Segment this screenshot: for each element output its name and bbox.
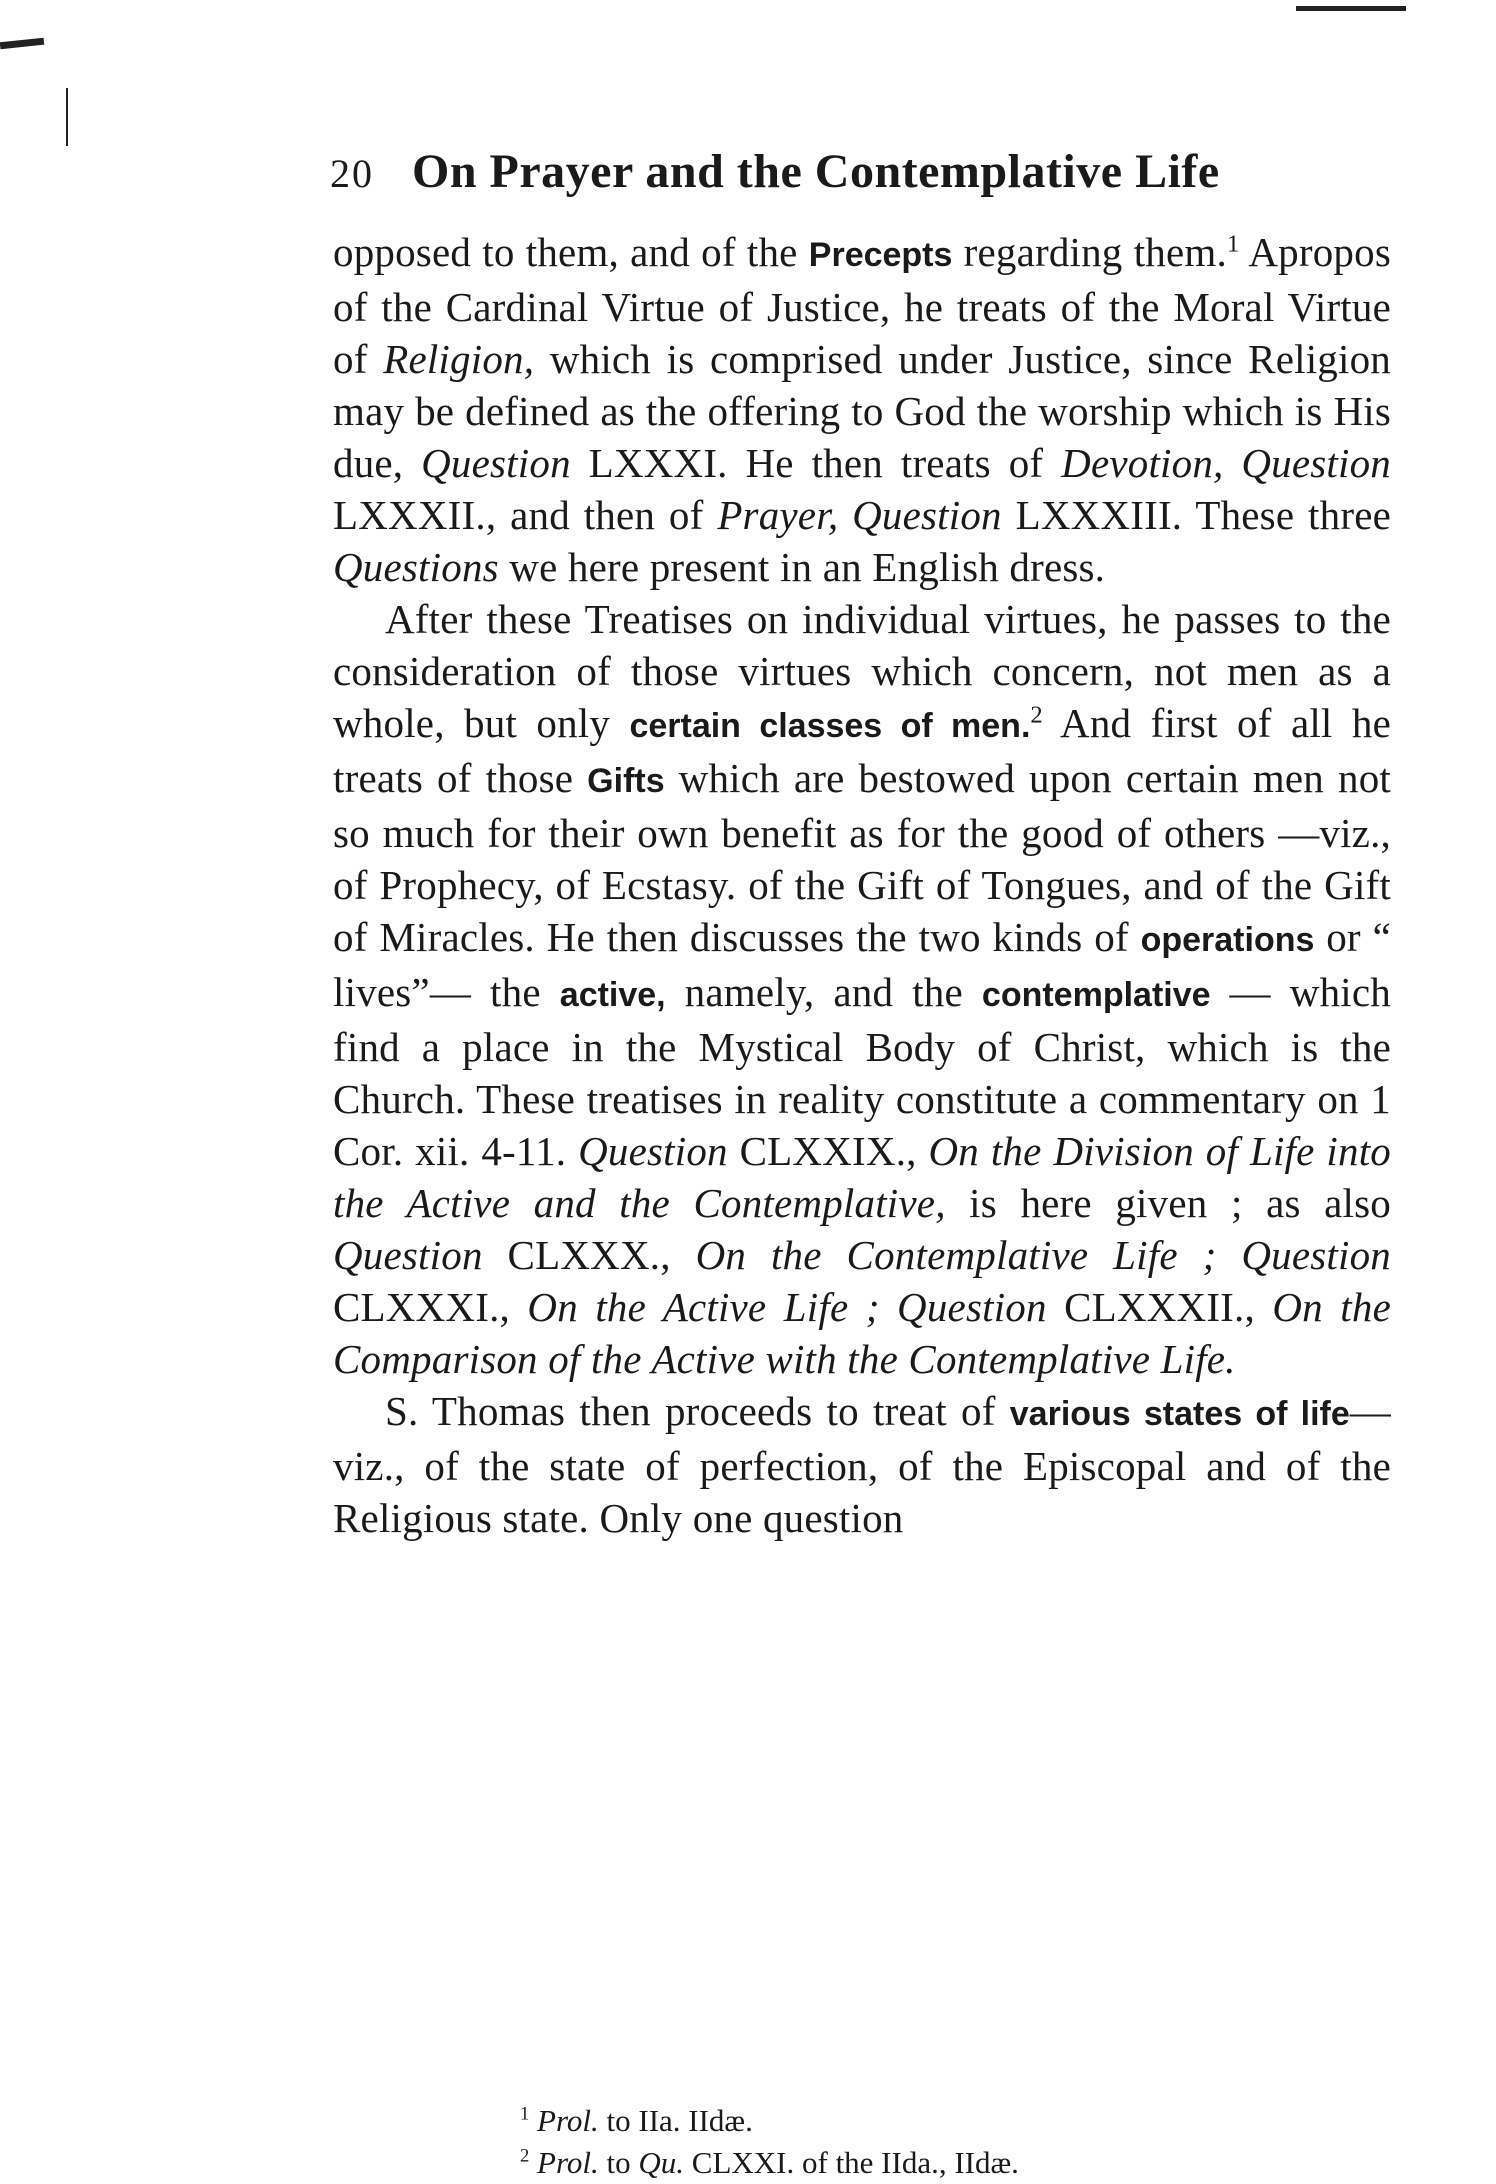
text-run: CLXXIX., (727, 1128, 929, 1174)
paragraph-2 (333, 593, 1391, 1385)
body-text (333, 226, 1391, 1544)
emphasis-bold: Precepts (808, 236, 953, 274)
text-run: to IIa. IIdæ. (598, 2103, 753, 2138)
text-run: Apropos of the Cardinal Virtue of Justice, he treats of the Moral Virtue of (333, 229, 1391, 382)
paragraph-3 (333, 1385, 1391, 1544)
text-run: CLXXI. of the IIda., IIdæ. (684, 2145, 1019, 2180)
emphasis-bold: contemplative (981, 976, 1211, 1014)
text-run: CLXXXII., (1046, 1284, 1273, 1330)
text-run: — which find a place in the Mystical Body of Christ, which is the Church. These treatises in reality constitute a commentary on 1 Cor. xii. 4-11. (333, 969, 1391, 1174)
emphasis-italic: Prayer, Question (717, 492, 1002, 538)
footnote-marker: 2 (520, 2145, 530, 2167)
scan-mark-top-left (0, 38, 44, 50)
emphasis-italic: Question (333, 1232, 483, 1278)
emphasis-italic: Devotion, Question (1061, 440, 1391, 486)
footnote-marker: 1 (1226, 230, 1240, 258)
text-run (529, 2103, 537, 2138)
emphasis-italic: Prol. (537, 2145, 599, 2180)
text-run: opposed to them, and of the (333, 229, 809, 275)
emphasis-italic: Question (421, 440, 571, 486)
text-run: which is comprised under Justice, since Religion may be defined as the offering to God the worship which is His due, (333, 336, 1392, 486)
scan-mark-top-right (1296, 6, 1406, 11)
text-run (529, 2145, 537, 2180)
emphasis-bold: active, (559, 976, 666, 1014)
paragraph-1 (333, 226, 1391, 593)
page-number: 20 (330, 151, 374, 196)
emphasis-italic: Question (578, 1128, 728, 1174)
footnote-2 (520, 2142, 1320, 2184)
emphasis-italic: On the Comparison of the Active with the Contemplative Life. (333, 1284, 1391, 1382)
emphasis-bold: certain classes of men. (629, 707, 1031, 745)
text-run: LXXXIII. These three (1001, 492, 1391, 538)
text-run: to (598, 2145, 639, 2180)
emphasis-italic: Prol. (537, 2103, 599, 2138)
footnote-marker: 2 (1030, 701, 1043, 729)
emphasis-italic: Questions (333, 544, 499, 590)
text-run: we here present in an English dress. (498, 544, 1106, 590)
emphasis-italic: Religion, (383, 336, 535, 382)
text-run: regarding them. (952, 229, 1227, 275)
text-run: LXXXII., and then of (333, 492, 718, 538)
footnote-1 (520, 2100, 1320, 2142)
text-run: is here given ; as also (945, 1180, 1391, 1226)
emphasis-italic: On the Division of Life into the Active and the Contemplative, (333, 1128, 1391, 1226)
text-run: And first of all he treats of those (333, 700, 1391, 801)
emphasis-bold: operations (1140, 921, 1315, 959)
emphasis-bold: various states of life (1009, 1395, 1350, 1433)
text-run: S. Thomas then proceeds to treat of (385, 1388, 1010, 1434)
text-run: LXXXI. He then treats of (570, 440, 1062, 486)
running-header (330, 140, 1330, 206)
footnotes (520, 2100, 1320, 2184)
scan-mark-left-line (66, 88, 68, 146)
emphasis-italic: Qu. (638, 2145, 685, 2180)
text-run: —viz., of the state of perfection, of the Episcopal and of the Religious state. Only one question (333, 1388, 1391, 1541)
text-run: CLXXXI., (333, 1284, 528, 1330)
text-run: which are bestowed upon certain men not so much for their own benefit as for the good of others —viz., of Prophecy, of Ecstasy. of the Gift of Tongues, and of the Gift of Miracles. He then discusses the two kinds of (333, 755, 1392, 960)
text-run: CLXXX., (482, 1232, 696, 1278)
emphasis-italic: On the Active Life ; Question (527, 1284, 1047, 1330)
text-run: namely, and the (665, 969, 982, 1015)
footnote-marker: 1 (520, 2103, 530, 2125)
text-run: After these Treatises on individual virtues, he passes to the consideration of those virtues which concern, not men as a whole, but only (333, 596, 1391, 746)
text-run: or “ lives”— the (333, 914, 1391, 1015)
running-title: On Prayer and the Contemplative Life (412, 145, 1220, 198)
emphasis-italic: On the Contemplative Life ; Question (695, 1232, 1391, 1278)
emphasis-bold: Gifts (587, 762, 665, 800)
